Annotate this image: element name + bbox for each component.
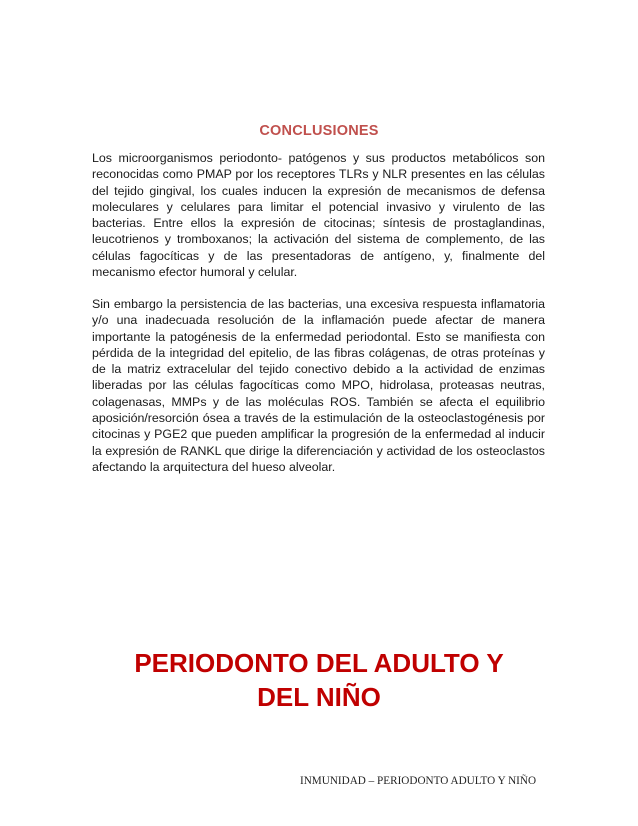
chapter-title — [0, 646, 638, 714]
chapter-title-line-1: PERIODONTO DEL ADULTO Y — [134, 648, 504, 678]
conclusion-paragraph-2: Sin embargo la persistencia de las bacterias, una excesiva respuesta inflamatoria y/o una inadecuada resolución de la inflamación puede afectar de manera importante la patogénesis de la enfermedad periodontal. Esto se manifiesta con pérdida de la integridad del epitelio, de las fibras colágenas, de otras proteínas y de la matriz extracelular del tejido conectivo debido a la actividad de enzimas liberadas por las células fagocíticas como MPO, hidrolasa, proteasas neutras, colagenasas, MMPs y de las moléculas ROS. También se afecta el equilibrio aposición/resorción ósea a través de la estimulación de la osteoclastogénesis por citocinas y PGE2 que pueden amplificar la progresión de la enfermedad al inducir la expresión de RANKL que dirige la diferenciación y actividad de los osteoclastos afectando la arquitectura del hueso alveolar. — [92, 297, 545, 474]
section-heading: CONCLUSIONES — [259, 123, 379, 139]
chapter-title-line-2: DEL NIÑO — [257, 682, 381, 712]
page-footer: INMUNIDAD – PERIODONTO ADULTO Y NIÑO — [300, 775, 537, 787]
conclusion-paragraph-1: Los microorganismos periodonto- patógenos y sus productos metabólicos son reconocidas como PMAP por los receptores TLRs y NLR presentes en las células del tejido gingival, los cuales inducen la expresión de mecanismos de defensa moleculares y celulares para limitar el potencial invasivo y virulento de las bacterias. Entre ellos la expresión de citocinas; síntesis de prostaglandinas, leucotrienos y tromboxanos; la activación del sistema de complemento, de las células fagocíticas y de las presentadoras de antígeno, y, finalmente del mecanismo efector humoral y celular. — [92, 151, 545, 280]
